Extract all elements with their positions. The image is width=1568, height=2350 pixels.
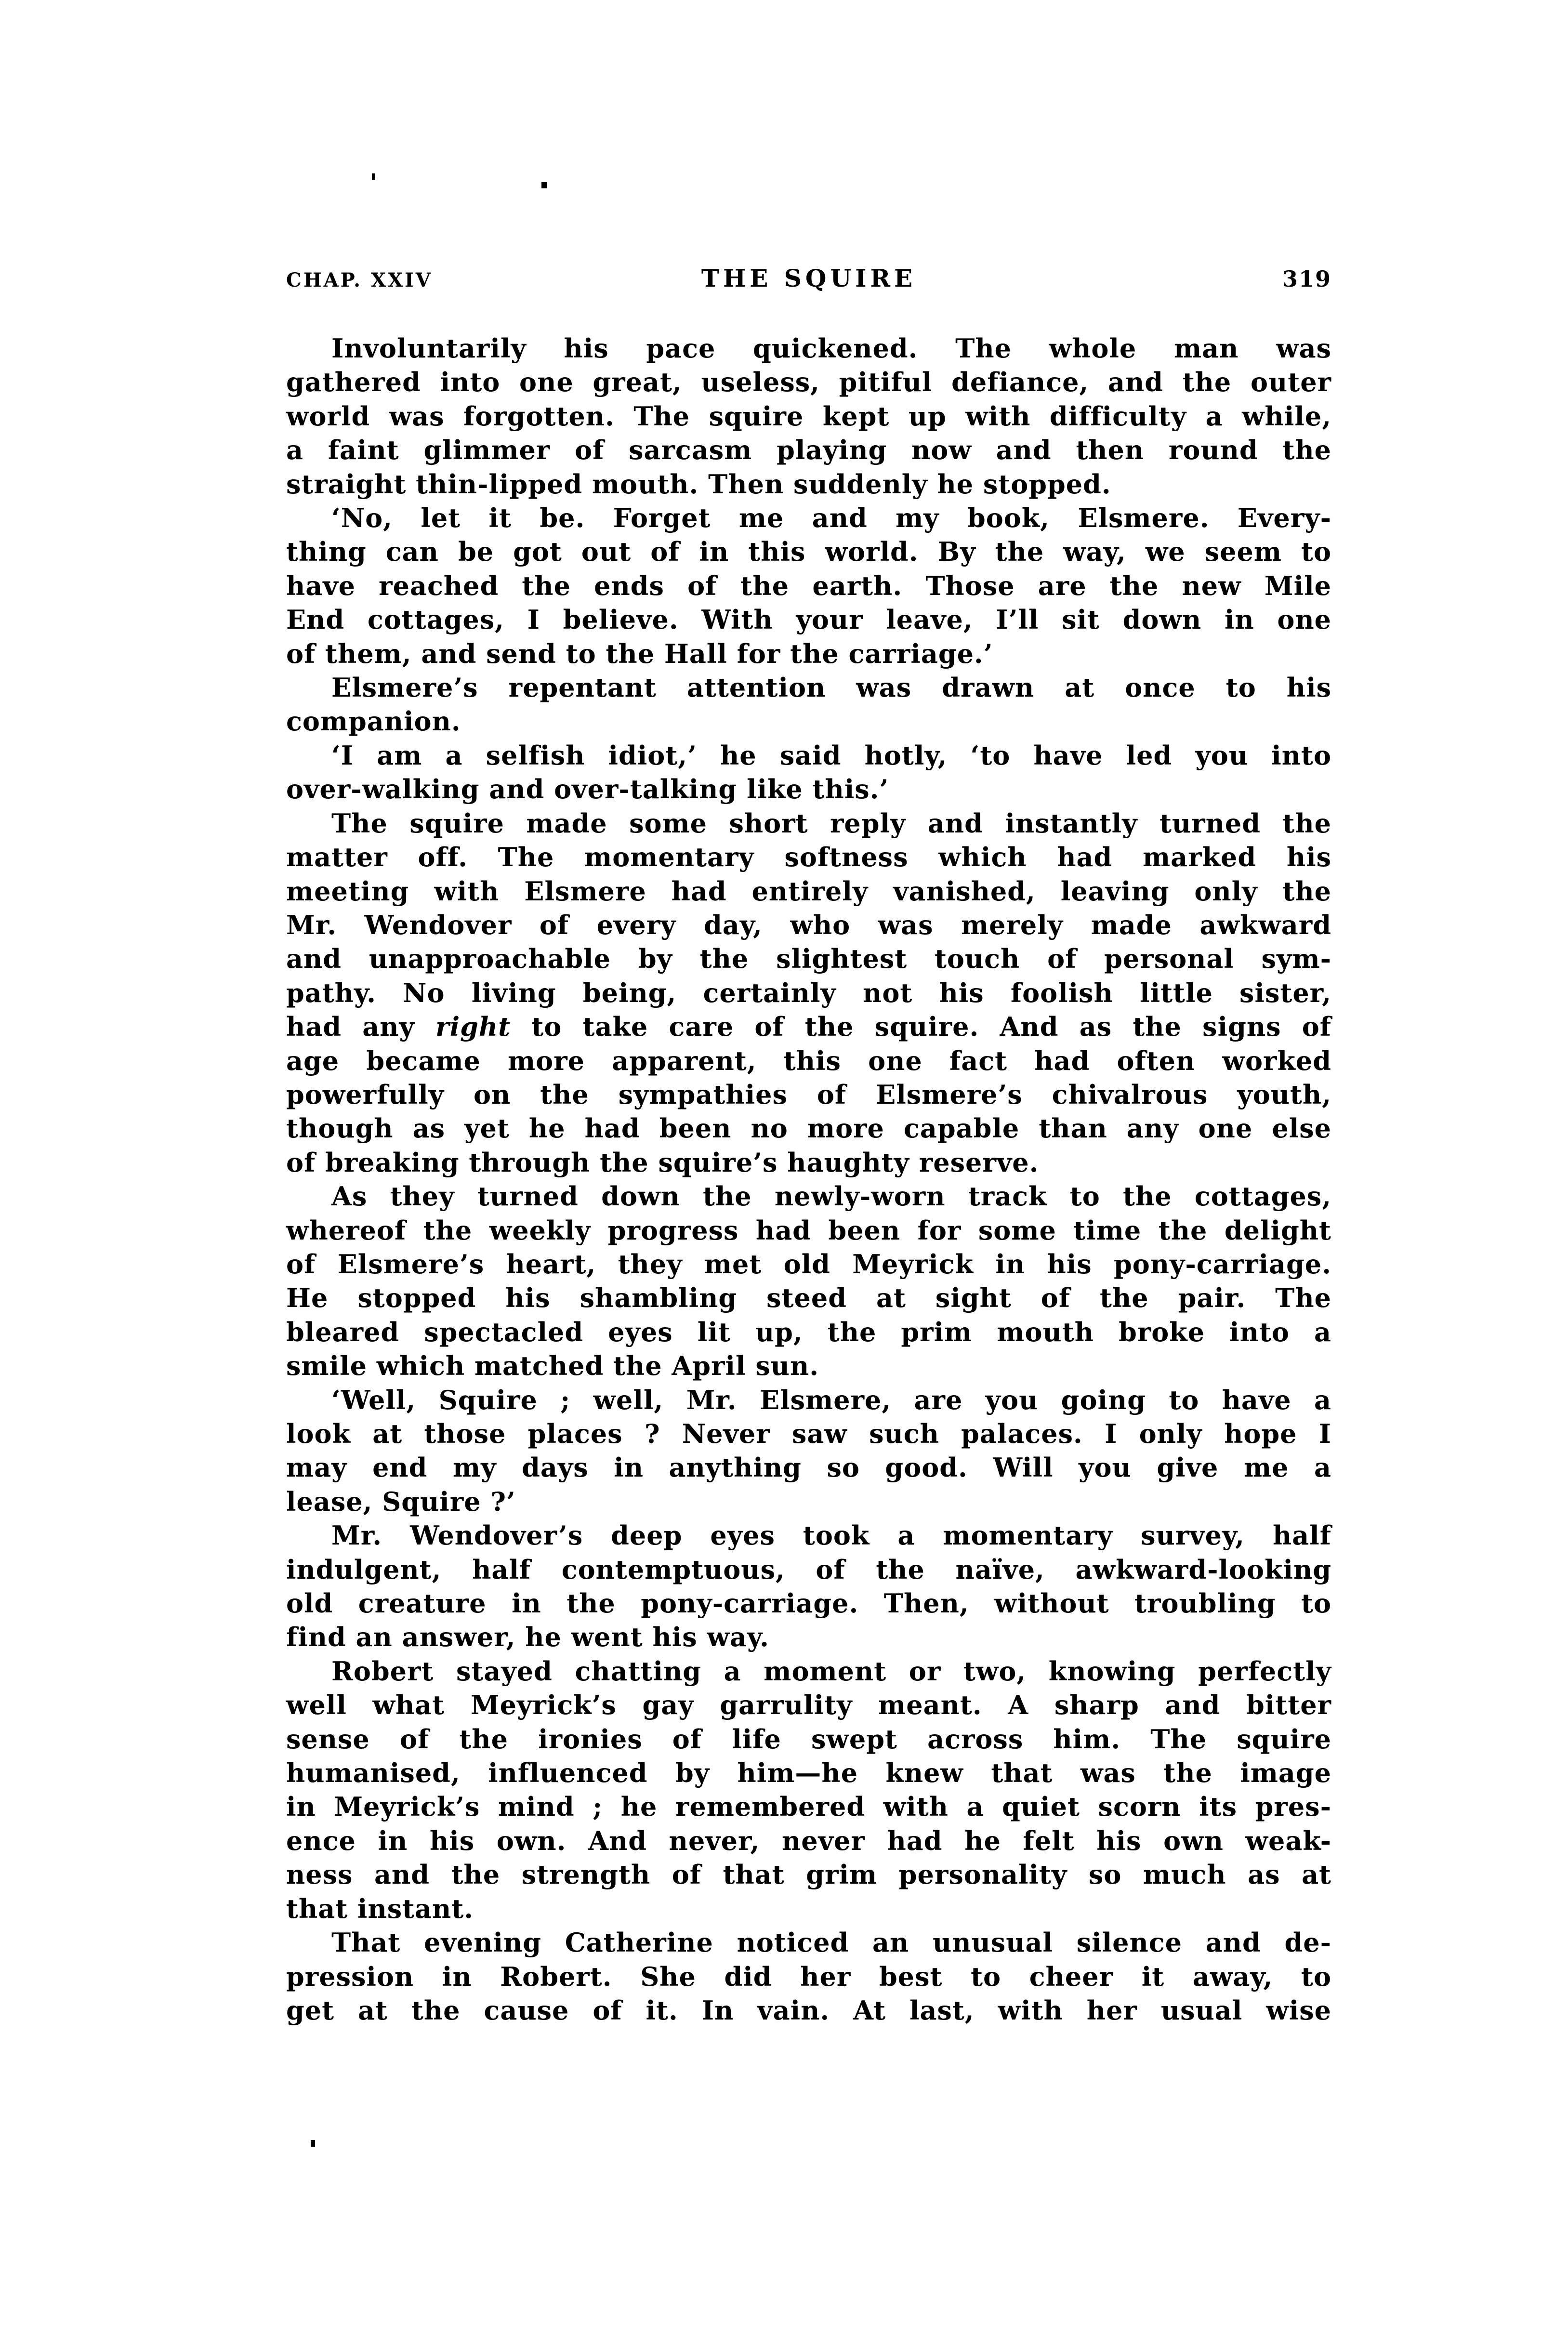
text-block [286,264,1331,2027]
text-line: look at those places ? Never saw such palaces. I only hope I [286,1418,1331,1449]
text-line: ‘Well, Squire ; well, Mr. Elsmere, are you going to have a [331,1384,1331,1415]
text-line: Mr. Wendover’s deep eyes took a momentary survey, half [331,1520,1331,1551]
text-line: may end my days in anything so good. Will you give me a [286,1452,1331,1483]
paragraph [286,1383,1331,1519]
text-line: Elsmere’s repentant attention was drawn at once to his [331,672,1331,703]
page-body [286,331,1331,2027]
text-line: Robert stayed chatting a moment or two, knowing perfectly [331,1655,1331,1687]
text-line: ence in his own. And never, never had he felt his own weak- [286,1825,1331,1856]
text-line: sense of the ironies of life swept across him. The squire [286,1723,1331,1755]
paragraph [286,1926,1331,2027]
text-line: pathy. No living being, certainly not his foolish little sister, [286,977,1331,1008]
paragraph [286,1518,1331,1654]
text-line: old creature in the pony-carriage. Then, without troubling to [286,1588,1331,1619]
chapter-label: CHAP. XXIV [286,269,433,291]
scan-speck [541,182,547,188]
text-line: and unapproachable by the slightest touch of personal sym- [286,943,1331,975]
text-line: that instant. [286,1893,474,1924]
text-line: As they turned down the newly-worn track to the cottages, [331,1181,1331,1212]
text-line: matter off. The momentary softness which had marked his [286,842,1331,873]
text-line: well what Meyrick’s gay garrulity meant. A sharp and bitter [286,1690,1331,1721]
text-line: thing can be got out of in this world. By the way, we seem to [286,536,1331,568]
text-line: That evening Catherine noticed an unusual silence and de- [331,1927,1331,1958]
text-line: Mr. Wendover of every day, who was merely made awkward [286,909,1331,940]
text-line: over-walking and over-talking like this.’ [286,774,889,805]
text-line: had any right to take care of the squire. And as the signs of [286,1011,1331,1043]
text-line: of Elsmere’s heart, they met old Meyrick in his pony-carriage. [286,1248,1331,1280]
text-line: ness and the strength of that grim personality so much as at [286,1859,1331,1890]
text-line: meeting with Elsmere had entirely vanished, leaving only the [286,875,1331,907]
text-line: world was forgotten. The squire kept up with difficulty a while, [286,400,1331,432]
text-line: smile which matched the April sun. [286,1350,819,1382]
text-line: lease, Squire ?’ [286,1486,516,1517]
text-line: indulgent, half contemptuous, of the naïve, awkward-looking [286,1554,1331,1585]
paragraph [286,739,1331,806]
text-line: get at the cause of it. In vain. At last, with her usual wise [286,1994,1331,2026]
page-title: THE SQUIRE [701,264,917,292]
text-line: companion. [286,706,461,737]
paragraph [286,1179,1331,1383]
text-line: The squire made some short reply and instantly turned the [331,807,1331,839]
paragraph [286,806,1331,1179]
text-line: End cottages, I believe. With your leave, I’ll sit down in one [286,604,1331,635]
text-line: straight thin-lipped mouth. Then suddenly he stopped. [286,468,1111,500]
text-line: age became more apparent, this one fact had often worked [286,1045,1331,1076]
text-line: of them, and send to the Hall for the carriage.’ [286,638,993,669]
paragraph [286,1654,1331,1926]
page-number: 319 [1282,266,1331,292]
text-line: have reached the ends of the earth. Those are the new Mile [286,570,1331,601]
text-line: though as yet he had been no more capable than any one else [286,1113,1331,1144]
running-head [286,264,1331,295]
text-line: a faint glimmer of sarcasm playing now and then round the [286,435,1331,466]
scan-speck [311,2140,315,2147]
text-line: of breaking through the squire’s haughty reserve. [286,1147,1039,1178]
paragraph [286,671,1331,739]
text-line: find an answer, he went his way. [286,1622,769,1653]
text-line: ‘I am a selfish idiot,’ he said hotly, ‘to have led you into [331,739,1331,771]
scan-speck [372,173,375,180]
text-line: gathered into one great, useless, pitiful defiance, and the outer [286,367,1331,398]
paragraph [286,501,1331,671]
text-line: powerfully on the sympathies of Elsmere’s chivalrous youth, [286,1079,1331,1110]
text-line: humanised, influenced by him—he knew that was the image [286,1757,1331,1789]
text-line: whereof the weekly progress had been for some time the delight [286,1215,1331,1246]
text-line: Involuntarily his pace quickened. The whole man was [331,333,1331,364]
paragraph [286,331,1331,501]
text-line: in Meyrick’s mind ; he remembered with a quiet scorn its pres- [286,1791,1331,1822]
text-line: pression in Robert. She did her best to cheer it away, to [286,1961,1331,1992]
text-line: bleared spectacled eyes lit up, the prim mouth broke into a [286,1316,1331,1347]
text-line: He stopped his shambling steed at sight of the pair. The [286,1282,1331,1314]
text-line: ‘No, let it be. Forget me and my book, Elsmere. Every- [331,502,1331,534]
